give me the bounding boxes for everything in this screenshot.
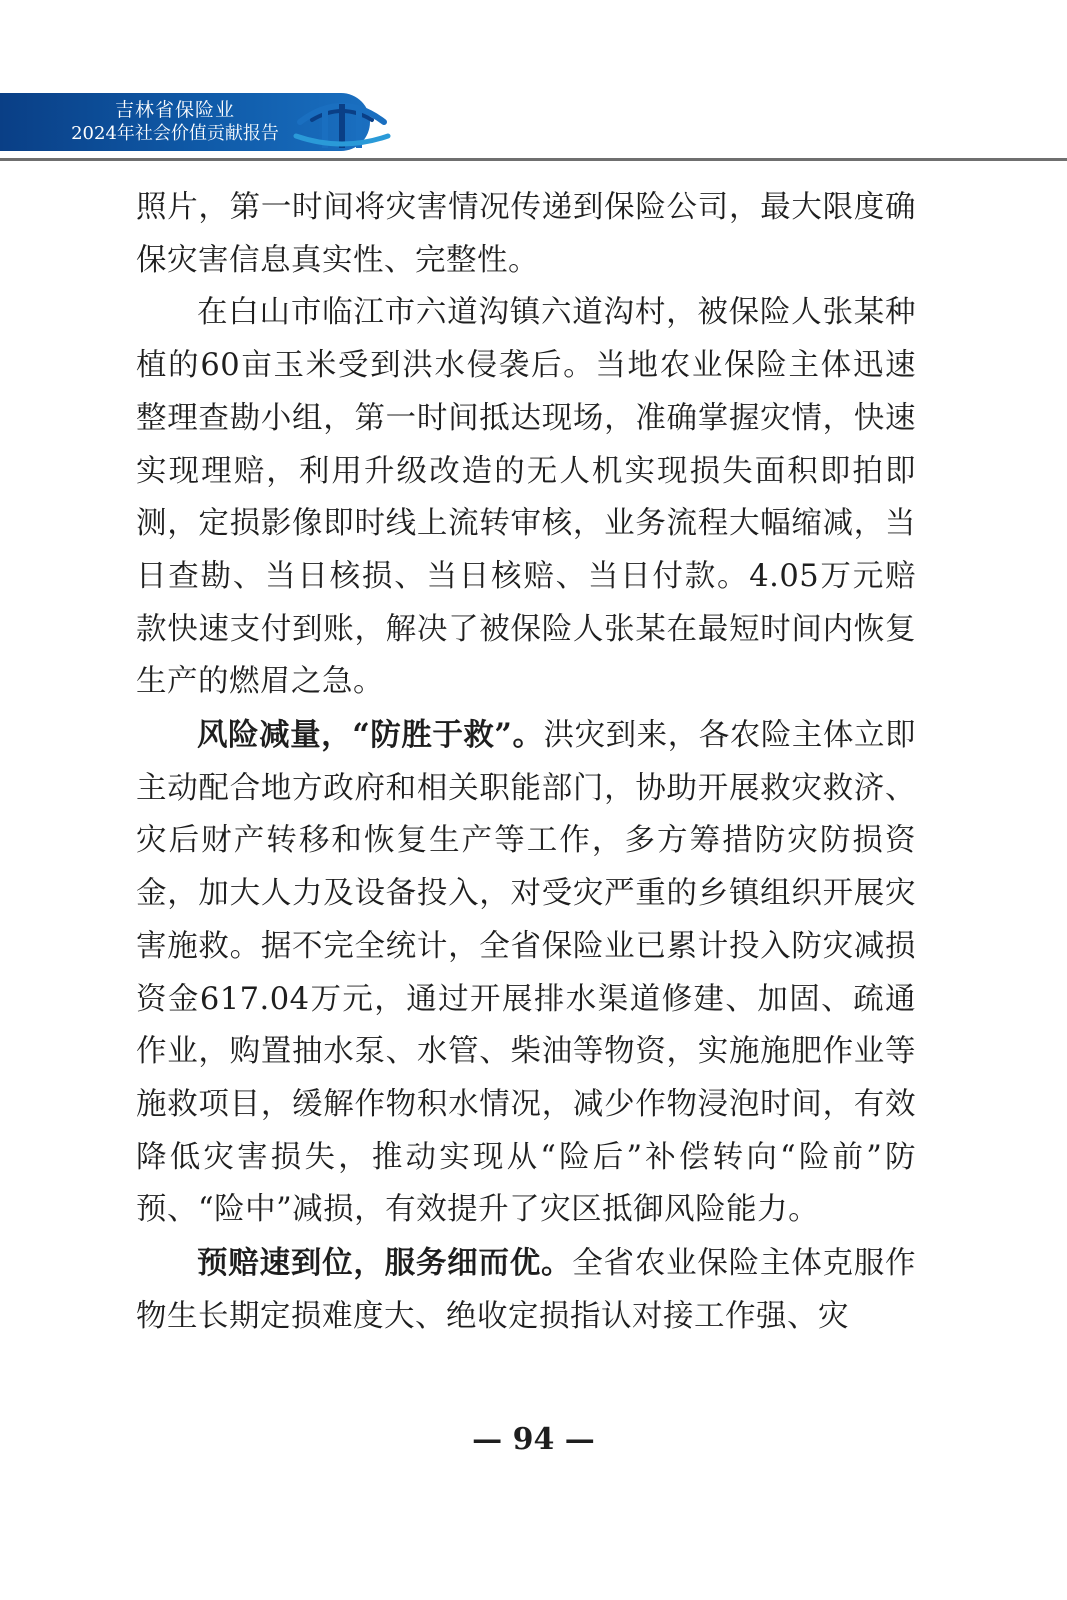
paragraph — [136, 287, 916, 709]
paragraph — [136, 182, 916, 287]
paragraph — [136, 709, 916, 1237]
paragraph-lead-bold: 风险减量，“防胜于救”。 — [197, 717, 544, 754]
page-header — [0, 0, 1067, 170]
paragraph — [136, 1237, 916, 1343]
header-rule — [0, 158, 1067, 161]
header-title-line2: 2024年社会价值贡献报告 — [71, 123, 279, 144]
report-logo-icon — [292, 82, 392, 154]
paragraph-text: 洪灾到来，各农险主体立即主动配合地方政府和相关职能部门，协助开展救灾救济、灾后财产转移和恢复生产等工作，多方筹措防灾防损资金，加大人力及设备投入，对受灾严重的乡镇组织开展灾害施救。据不完全统计，全省保险业已累计投入防灾减损资金617.04万元，通过开展排水渠道修建、加固、疏通作业，购置抽水泵、水管、柴油等物资，实施施肥作业等施救项目，缓解作物积水情况，减少作物浸泡时间，有效降低灾害损失，推动实现从“险后”补偿转向“险前”防预、“险中”减损，有效提升了灾区抵御风险能力。 — [136, 718, 916, 1228]
paragraph-text: 照片，第一时间将灾害情况传递到保险公司，最大限度确保灾害信息真实性、完整性。 — [136, 190, 916, 278]
paragraph-text: 全省农业保险主体克服作物生长期定损难度大、绝收定损指认对接工作强、灾 — [136, 1246, 917, 1334]
header-title — [40, 98, 310, 146]
paragraph-lead-bold: 预赔速到位，服务细而优。 — [197, 1245, 573, 1282]
paragraph-text: 在白山市临江市六道沟镇六道沟村，被保险人张某种植的60亩玉米受到洪水侵袭后。当地农业保险主体迅速整理查勘小组，第一时间抵达现场，准确掌握灾情，快速实现理赔，利用升级改造的无人机实现损失面积即拍即测，定损影像即时线上流转审核，业务流程大幅缩减，当日查勘、当日核损、当日核赔、当日付款。4.05万元赔款快速支付到账，解决了被保险人张某在最短时间内恢复生产的燃眉之急。 — [136, 295, 916, 700]
page-number: — 94 — — [472, 1422, 595, 1457]
header-title-line1: 吉林省保险业 — [114, 99, 235, 121]
body-text — [136, 182, 916, 1343]
